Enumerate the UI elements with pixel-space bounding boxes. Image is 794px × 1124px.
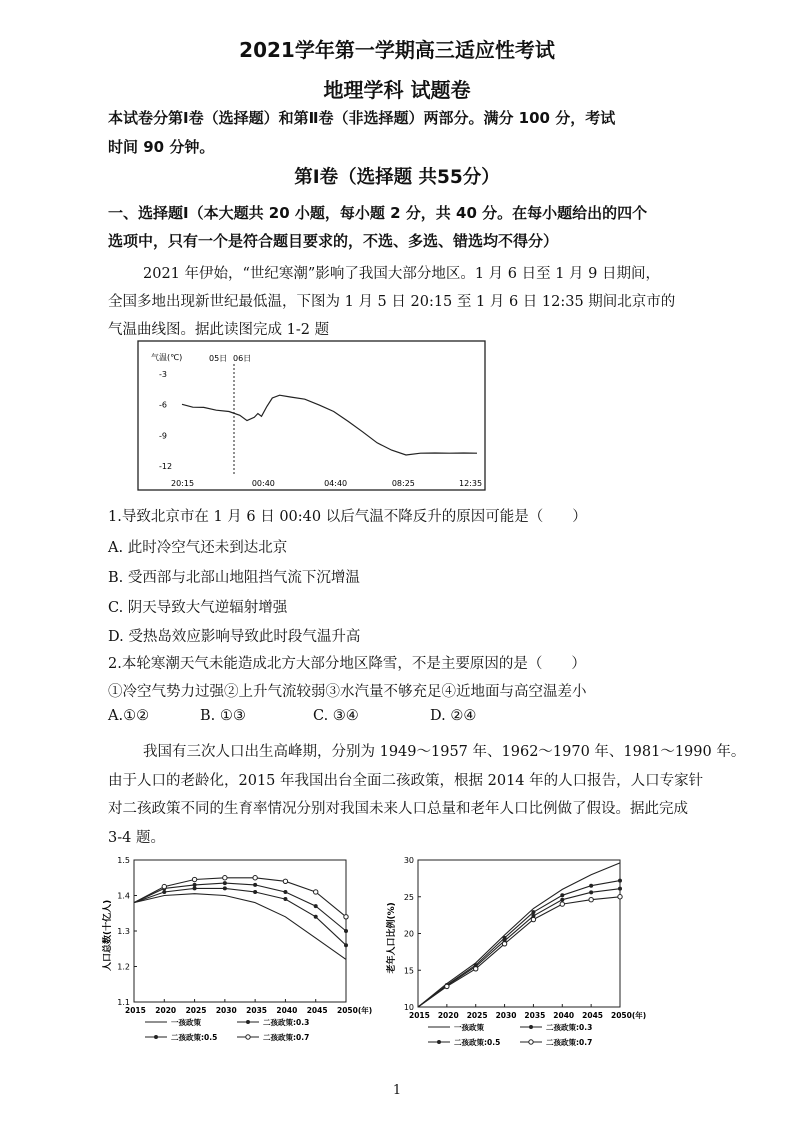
- data-point: [162, 884, 166, 888]
- data-point: [162, 890, 166, 894]
- x-tick-label: 12:35: [459, 479, 483, 488]
- y-tick-label: 10: [403, 1003, 414, 1012]
- page-number: 1: [392, 1083, 402, 1098]
- x-tick-label: 2040: [276, 1006, 298, 1015]
- y-tick-label: 1.3: [117, 927, 130, 936]
- legend-label: 二孩政策:0.5: [454, 1038, 501, 1047]
- data-point: [314, 890, 318, 894]
- x-tick-label: 2020: [437, 1011, 459, 1020]
- x-tick-label: 2015: [125, 1006, 146, 1015]
- data-point: [618, 879, 622, 883]
- y-tick-label: 1.5: [117, 856, 130, 865]
- y-tick-label: 20: [403, 929, 414, 939]
- data-point: [253, 876, 257, 880]
- chart-frame: [138, 341, 485, 490]
- data-point: [193, 886, 197, 890]
- q2-stem: 2.本轮寒潮天气未能造成北方大部分地区降雪，不是主要原因的是（ ）: [108, 656, 586, 672]
- y-tick-label: 25: [403, 892, 414, 902]
- data-point: [560, 898, 564, 902]
- x-tick-label: 2025: [185, 1006, 207, 1015]
- intro-line-1: 本试卷分第Ⅰ卷（选择题）和第Ⅱ卷（非选择题）两部分。满分 100 分，考试: [108, 109, 616, 127]
- y-tick-label: 1.4: [117, 891, 130, 901]
- legend-marker: [437, 1040, 441, 1044]
- data-point: [314, 904, 318, 908]
- y-tick-label: -12: [159, 461, 173, 471]
- instructions-line-1: 一、选择题Ⅰ（本大题共 20 小题，每小题 2 分，共 40 分。在每小题给出的四个: [108, 204, 648, 222]
- data-point: [223, 886, 227, 890]
- x-tick-label: 2035: [524, 1011, 546, 1020]
- legend-marker: [246, 1035, 250, 1039]
- passage1-line-1: 2021 年伊始，“世纪寒潮”影响了我国大部分地区。1 月 6 日至 1 月 9 日期间，: [143, 266, 660, 282]
- series-line: [418, 897, 620, 1007]
- plot-frame: [134, 860, 346, 1002]
- data-point: [502, 942, 506, 946]
- x-tick-label: 2015: [409, 1011, 430, 1020]
- data-point: [344, 943, 348, 947]
- x-tick-label: 04:40: [324, 479, 348, 488]
- legend-marker: [246, 1020, 250, 1024]
- passage2-line-4: 3-4 题。: [108, 830, 165, 846]
- q1-option-a[interactable]: A. 此时冷空气还未到达北京: [108, 540, 288, 556]
- data-point: [192, 877, 196, 881]
- data-point: [445, 984, 449, 988]
- q2-statements: ①冷空气势力过强②上升气流较弱③水汽量不够充足④近地面与高空温差小: [108, 684, 587, 700]
- data-point: [283, 879, 287, 883]
- data-point: [253, 890, 257, 894]
- q1-option-d[interactable]: D. 受热岛效应影响导致此时段气温升高: [108, 629, 361, 645]
- x-tick-label: 2050(年): [337, 1006, 373, 1015]
- data-point: [589, 890, 593, 894]
- y-tick-label: 30: [403, 856, 414, 865]
- legend-marker: [529, 1040, 533, 1044]
- exam-title: 2021学年第一学期高三适应性考试: [239, 38, 555, 62]
- legend-marker: [529, 1025, 533, 1029]
- passage1-line-3: 气温曲线图。据此读图完成 1-2 题: [108, 322, 330, 338]
- data-point: [531, 910, 535, 914]
- q1-stem: 1.导致北京市在 1 月 6 日 00:40 以后气温不降反升的原因可能是（ ）: [108, 509, 587, 525]
- data-point: [589, 897, 593, 901]
- passage2-line-2: 由于人口的老龄化，2015 年我国出台全面二孩政策，根据 2014 年的人口报告，人口专家针: [108, 773, 704, 789]
- legend-label: 一孩政策: [171, 1018, 201, 1027]
- y-tick-label: 1.2: [117, 962, 130, 972]
- legend-label: 二孩政策:0.3: [263, 1018, 310, 1027]
- data-point: [314, 915, 318, 919]
- q1-option-c[interactable]: C. 阴天导致大气逆辐射增强: [108, 600, 288, 616]
- data-point: [193, 883, 197, 887]
- q2-option-c[interactable]: C. ③④: [313, 708, 359, 724]
- data-point: [283, 890, 287, 894]
- passage2-line-3: 对二孩政策不同的生育率情况分别对我国未来人口总量和老年人口比例做了假设。据此完成: [108, 801, 688, 817]
- data-point: [589, 884, 593, 888]
- section-title: 第Ⅰ卷（选择题 共55分）: [294, 167, 500, 188]
- x-tick-label: 2025: [466, 1011, 488, 1020]
- y-axis-label: 气温(℃): [151, 353, 183, 362]
- legend-marker: [154, 1035, 158, 1039]
- x-tick-label: 2030: [215, 1006, 237, 1015]
- legend-label: 二孩政策:0.3: [546, 1023, 593, 1032]
- data-point: [253, 883, 257, 887]
- y-tick-label: -3: [159, 370, 167, 380]
- y-tick-label: 15: [403, 966, 414, 976]
- exam-subtitle: 地理学科 试题卷: [323, 78, 471, 102]
- instructions-line-2: 选项中，只有一个是符合题目要求的，不选、多选、错选均不得分）: [108, 232, 559, 250]
- q2-option-d[interactable]: D. ②④: [430, 708, 477, 724]
- legend-label: 二孩政策:0.5: [171, 1033, 218, 1042]
- population-total-chart: [100, 852, 373, 1057]
- x-tick-label: 08:25: [391, 479, 415, 488]
- x-tick-label: 2050(年): [611, 1011, 647, 1020]
- legend-label: 一孩政策: [454, 1023, 484, 1032]
- data-point: [618, 887, 622, 891]
- x-tick-label: 2035: [246, 1006, 268, 1015]
- x-tick-label: 2020: [155, 1006, 177, 1015]
- x-tick-label: 20:15: [171, 479, 195, 488]
- y-tick-label: -9: [159, 431, 167, 441]
- data-point: [474, 967, 478, 971]
- data-point: [223, 881, 227, 885]
- temperature-chart: [137, 340, 487, 492]
- series-line: [418, 889, 620, 1007]
- data-point: [344, 929, 348, 933]
- data-point: [618, 895, 622, 899]
- data-point: [344, 915, 348, 919]
- legend-label: 二孩政策:0.7: [546, 1038, 593, 1047]
- intro-line-2: 时间 90 分钟。: [108, 138, 215, 156]
- legend-label: 二孩政策:0.7: [263, 1033, 310, 1042]
- y-axis-label: 人口总数(十亿人): [103, 899, 113, 971]
- x-tick-label: 2045: [582, 1011, 604, 1020]
- data-point: [283, 897, 287, 901]
- x-tick-label: 2030: [495, 1011, 517, 1020]
- x-tick-label: 2040: [553, 1011, 575, 1020]
- date-label-06: 06日: [233, 354, 252, 363]
- q2-option-a[interactable]: A.①②: [108, 708, 150, 724]
- y-tick-label: 1.1: [117, 998, 130, 1007]
- x-tick-label: 2045: [306, 1006, 328, 1015]
- data-point: [560, 893, 564, 897]
- q2-option-b[interactable]: B. ①③: [200, 708, 246, 724]
- q1-option-b[interactable]: B. 受西部与北部山地阻挡气流下沉增温: [108, 570, 360, 586]
- elderly-ratio-chart: [387, 852, 670, 1062]
- series-line: [134, 894, 346, 960]
- y-axis-label: 老年人口比例(%): [387, 902, 397, 974]
- date-label-05: 05日: [209, 354, 228, 363]
- y-tick-label: -6: [159, 400, 167, 410]
- data-point: [223, 876, 227, 880]
- data-point: [531, 917, 535, 921]
- passage1-line-2: 全国多地出现新世纪最低温，下图为 1 月 5 日 20:15 至 1 月 6 日 12:35 期间北京市的: [108, 294, 676, 310]
- data-point: [560, 902, 564, 906]
- x-tick-label: 00:40: [251, 479, 275, 488]
- passage2-line-1: 我国有三次人口出生高峰期，分别为 1949～1957 年、1962～1970 年、1981～1990 年。: [143, 744, 746, 760]
